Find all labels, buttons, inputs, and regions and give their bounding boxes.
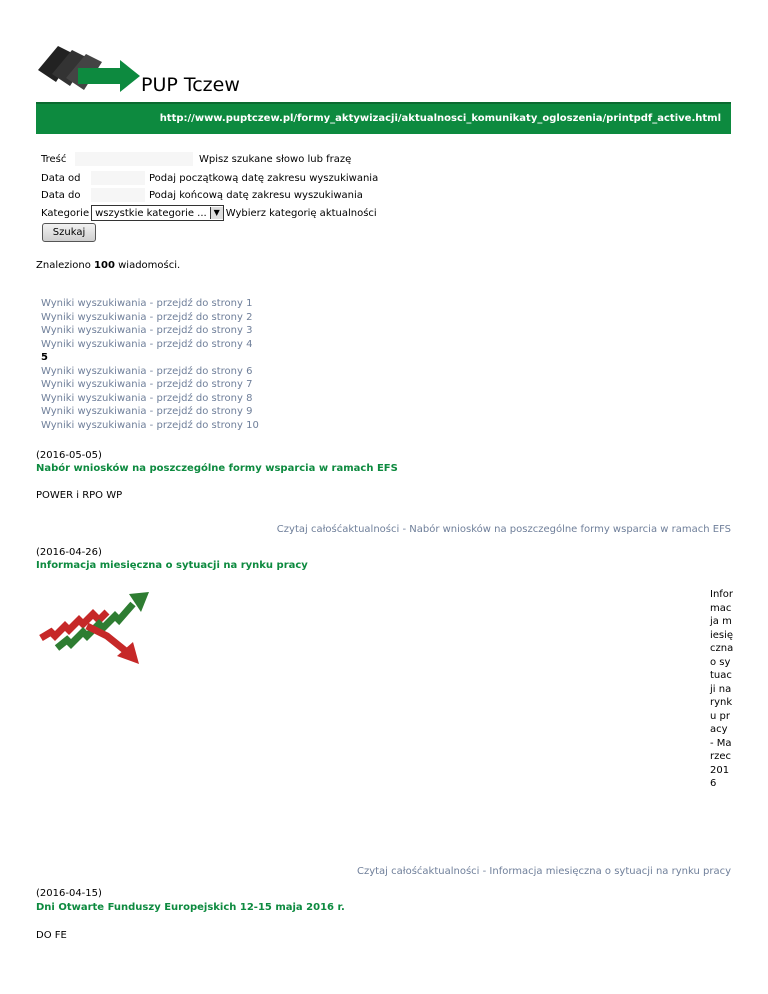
- data-do-hint: Podaj końcową datę zakresu wyszukiwania: [149, 189, 363, 201]
- article-lead: Informacja miesięczna o sytuacji na rynku pracy - Marzec 2016: [710, 589, 734, 789]
- kategorie-hint: Wybierz kategorię aktualności: [225, 207, 377, 219]
- kategorie-select[interactable]: [91, 205, 224, 221]
- article-date: (2016-04-15): [36, 888, 102, 899]
- pup-logo-icon[interactable]: [36, 40, 146, 100]
- tresc-label: Treść: [41, 153, 67, 165]
- chevron-down-icon[interactable]: ▼: [210, 207, 223, 219]
- results-count: [36, 260, 180, 271]
- search-button[interactable]: Szukaj: [42, 223, 96, 242]
- header-banner: [36, 102, 731, 134]
- article-date: (2016-04-26): [36, 547, 102, 558]
- kategorie-label: Kategorie: [41, 207, 90, 219]
- page-link-6[interactable]: Wyniki wyszukiwania - przejdź do strony 6: [41, 365, 253, 377]
- tresc-hint: Wpisz szukane słowo lub frazę: [199, 153, 352, 165]
- pagination: [41, 297, 259, 432]
- page-link-10[interactable]: Wyniki wyszukiwania - przejdź do strony 10: [41, 419, 259, 431]
- data-od-input[interactable]: [91, 171, 145, 185]
- current-page: 5: [41, 352, 48, 363]
- article-title[interactable]: Dni Otwarte Funduszy Europejskich 12-15 maja 2016 r.: [36, 902, 345, 913]
- data-od-hint: Podaj początkową datę zakresu wyszukiwania: [149, 172, 379, 184]
- search-row-data-od: [41, 169, 378, 187]
- page-link-3[interactable]: Wyniki wyszukiwania - przejdź do strony 3: [41, 325, 253, 336]
- data-do-label: Data do: [41, 189, 81, 201]
- data-od-label: Data od: [41, 172, 81, 184]
- article-title[interactable]: Nabór wniosków na poszczególne formy wsparcia w ramach EFS: [36, 463, 398, 474]
- market-chart-arrows-icon: [37, 586, 152, 668]
- page-link-2[interactable]: Wyniki wyszukiwania - przejdź do strony 2: [41, 311, 253, 323]
- data-do-input[interactable]: [91, 188, 145, 202]
- article-lead: POWER i RPO WP: [36, 490, 123, 501]
- kategorie-value: wszystkie kategorie ...: [95, 207, 207, 219]
- search-row-data-do: [41, 186, 363, 204]
- tresc-input[interactable]: [75, 152, 193, 166]
- article-lead: DO FE: [36, 930, 67, 941]
- page-link-9[interactable]: Wyniki wyszukiwania - przejdź do strony 9: [41, 406, 253, 417]
- page-link-8[interactable]: Wyniki wyszukiwania - przejdź do strony 8: [41, 392, 253, 404]
- results-number: 100: [94, 260, 115, 271]
- page-link-1[interactable]: Wyniki wyszukiwania - przejdź do strony 1: [41, 298, 253, 309]
- search-row-kategorie: [41, 204, 377, 222]
- search-row-tresc: [41, 150, 351, 168]
- results-suffix: wiadomości.: [118, 260, 181, 271]
- page-link-4[interactable]: Wyniki wyszukiwania - przejdź do strony 4: [41, 338, 253, 350]
- page-link-7[interactable]: Wyniki wyszukiwania - przejdź do strony 7: [41, 379, 253, 390]
- results-prefix: Znaleziono: [36, 260, 91, 271]
- article-date: (2016-05-05): [36, 450, 102, 461]
- article-title[interactable]: Informacja miesięczna o sytuacji na rynku pracy: [36, 560, 308, 571]
- read-more-link[interactable]: Czytaj całośćaktualności - Informacja miesięczna o sytuacji na rynku pracy: [356, 866, 731, 877]
- site-name: PUP Tczew: [141, 74, 240, 96]
- read-more-link[interactable]: Czytaj całośćaktualności - Nabór wniosków na poszczególne formy wsparcia w ramach EFS: [276, 524, 731, 535]
- page-url: http://www.puptczew.pl/formy_aktywizacji/aktualnosci_komunikaty_ogloszenia/printpdf_active.html: [159, 113, 721, 124]
